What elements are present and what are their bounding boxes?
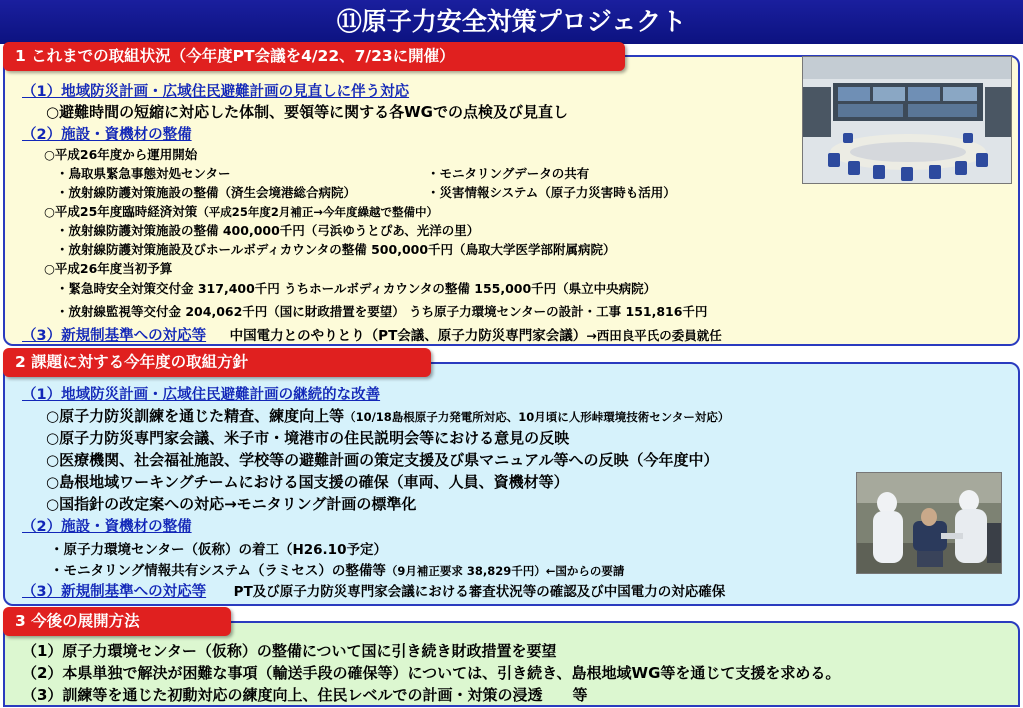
s2-item-3: ○医療機関、社会福祉施設、学校等の避難計画の策定支援及び県マニュアル等への反映（今年度中）	[46, 451, 719, 469]
s2-item-5: ○国指針の改定案への対応→モニタリング計画の標準化	[46, 495, 417, 513]
s3-line-1: （1）原子力環境センター（仮称）の整備について国に引き続き財政措置を要望	[22, 642, 557, 660]
s2-item-1-text: ○原子力防災訓練を通じた精査、練度向上等	[46, 407, 345, 425]
protective-suit-photo	[856, 472, 1002, 574]
s1-bullet-1: ○平成26年度から運用開始	[44, 147, 198, 162]
s1-bullet-1-right-1: ・モニタリングデータの共有	[427, 166, 590, 181]
s1-bullet-2-line-2: ・放射線防護対策施設及びホールボディカウンタの整備 500,000千円（鳥取大学医学部附属病院）	[56, 242, 616, 257]
page-title: ⑪原子力安全対策プロジェクト	[0, 0, 1023, 44]
s1-sub3-text: 中国電力とのやりとり（PT会議、原子力防災専門家会議）	[229, 328, 587, 344]
s1-bullet-2-line-1: ・放射線防護対策施設の整備 400,000千円（弓浜ゆうとぴあ、光洋の里）	[56, 223, 480, 238]
s2-item-1	[46, 405, 729, 426]
s1-bullet-3-line-2: ・放射線監視等交付金 204,062千円（国に財政措置を要望） うち原子力環境センターの設計・工事 151,816千円	[56, 304, 708, 319]
s1-subheading-3: （3）新規制基準への対応等	[22, 328, 207, 344]
s1-subheading-3-row	[22, 324, 722, 345]
s2-item-4: ○島根地域ワーキングチームにおける国支援の確保（車両、人員、資機材等）	[46, 473, 569, 491]
s2-subheading-1: （1）地域防災計画・広域住民避難計画の継続的な改善	[22, 387, 381, 403]
s1-sub3-note: →西田良平氏の委員就任	[586, 328, 722, 343]
control-room-photo	[802, 56, 1012, 184]
s2-facility-2-text: ・モニタリング情報共有システム（ラミセス）の整備等	[50, 563, 386, 579]
s2-facility-1: ・原子力環境センター（仮称）の着工（H26.10予定）	[50, 542, 387, 558]
s2-item-2: ○原子力防災専門家会議、米子市・境港市の住民説明会等における意見の反映	[46, 429, 570, 447]
s3-line-3: （3）訓練等を通じた初動対応の練度向上、住民レベルでの計画・対策の浸透 等	[22, 686, 588, 704]
s3-line-2: （2）本県単独で解決が困難な事項（輸送手段の確保等）については、引き続き、島根地域WG等を通じて支援を求める。	[22, 664, 841, 682]
s2-subheading-3: （3）新規制基準への対応等	[22, 584, 207, 600]
s1-bullet-2	[44, 202, 438, 220]
s1-bullet-1-right-2: ・災害情報システム（原子力災害時も活用）	[427, 185, 676, 200]
s1-bullet-3-line-1: ・緊急時安全対策交付金 317,400千円 うちホールボディカウンタの整備 155,000千円（県立中央病院）	[56, 281, 657, 296]
s2-subheading-3-row	[22, 580, 725, 601]
s1-bullet-2-text: ○平成25年度臨時経済対策	[44, 204, 198, 219]
s1-bullet-3: ○平成26年度当初予算	[44, 261, 173, 276]
s2-sub3-text: PT及び原子力防災専門家会議における審査状況等の確認及び中国電力の対応確保	[233, 584, 726, 600]
s1-item-1: ○避難時間の短縮に対応した体制、要領等に関する各WGでの点検及び見直し	[46, 103, 568, 121]
s2-facility-2-note: （9月補正要求 38,829千円）←国からの要請	[385, 564, 625, 578]
section1-header: 1 これまでの取組状況（今年度PT会議を4/22、7/23に開催）	[3, 42, 625, 71]
s2-item-1-note: （10/18島根原子力発電所対応、10月頃に人形峠環境技術センター対応）	[344, 410, 730, 424]
s1-bullet-1-left-1: ・鳥取県緊急事態対処センター	[56, 166, 231, 181]
s1-bullet-1-left-2: ・放射線防護対策施設の整備（済生会境港総合病院）	[56, 185, 357, 200]
s1-subheading-1: （1）地域防災計画・広域住民避難計画の見直しに伴う対応	[22, 84, 410, 100]
s2-subheading-2: （2）施設・資機材の整備	[22, 519, 192, 535]
section2-header: 2 課題に対する今年度の取組方針	[3, 348, 431, 377]
section3-header: 3 今後の展開方法	[3, 607, 231, 636]
s1-subheading-2: （2）施設・資機材の整備	[22, 127, 192, 143]
s2-facility-2	[50, 559, 624, 579]
s1-bullet-2-note: （平成25年度2月補正→今年度繰越で整備中）	[197, 205, 438, 219]
